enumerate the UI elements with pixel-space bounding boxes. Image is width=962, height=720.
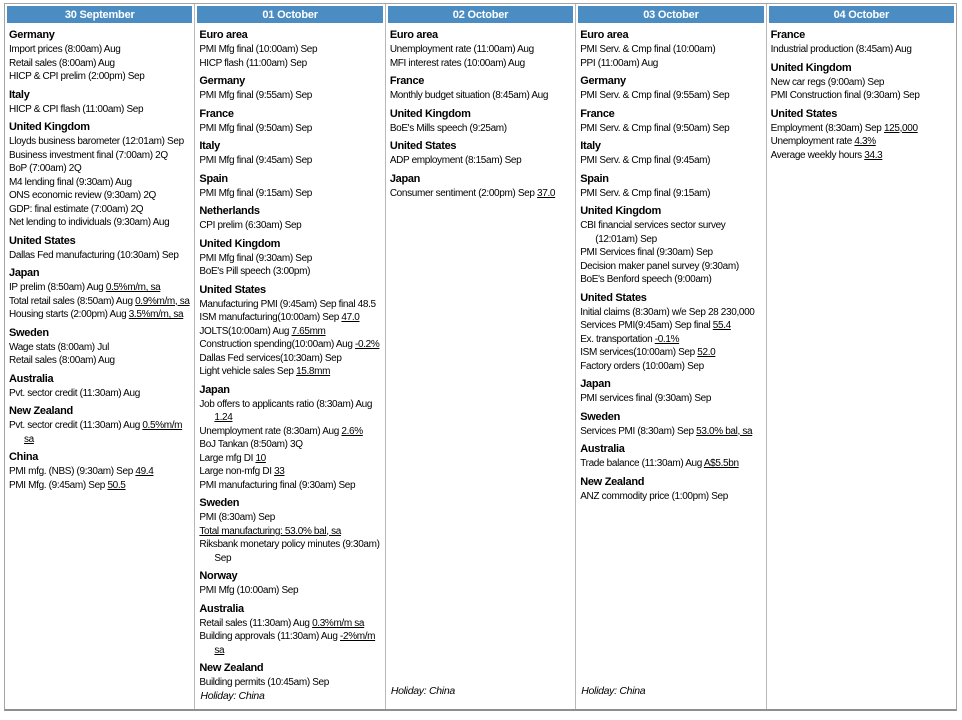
country-heading: United Kingdom bbox=[770, 61, 852, 74]
event-item: Unemployment rate 4.3% bbox=[770, 136, 876, 147]
event-value: 0.5%m/m, sa bbox=[105, 282, 161, 293]
event-item: PMI Mfg (10:00am) Sep bbox=[199, 585, 299, 596]
country-section bbox=[199, 602, 380, 658]
event-item: Dallas Fed manufacturing (10:30am) Sep bbox=[9, 249, 179, 261]
country-heading: United Kingdom bbox=[9, 121, 90, 133]
event-value: 4.3% bbox=[854, 136, 876, 147]
day-column bbox=[766, 4, 956, 709]
event-value: Total manufacturing: 53.0% bal, sa bbox=[199, 525, 341, 537]
country-section bbox=[580, 475, 761, 504]
country-heading: United Kingdom bbox=[389, 107, 471, 120]
country-heading: China bbox=[9, 451, 39, 463]
event-item: Industrial production (8:45am) Aug bbox=[770, 44, 912, 55]
country-section bbox=[199, 28, 380, 70]
country-heading: Germany bbox=[9, 29, 55, 41]
event-item: PMI Mfg final (9:55am) Sep bbox=[199, 90, 313, 101]
event-value: 2.6% bbox=[341, 425, 363, 437]
country-heading: New Zealand bbox=[580, 475, 645, 488]
event-item bbox=[199, 525, 380, 539]
event-item: ISM services(10:00am) Sep 52.0 bbox=[580, 347, 716, 358]
event-item: Average weekly hours 34.3 bbox=[770, 149, 883, 161]
event-value: 49.4 bbox=[135, 466, 154, 477]
event-item: PMI manufacturing final (9:30am) Sep bbox=[199, 479, 356, 491]
event-value: 37.0 bbox=[537, 187, 556, 199]
event-value: 55.4 bbox=[712, 320, 731, 331]
country-section bbox=[199, 569, 380, 598]
event-item: Monthly budget situation (8:45am) Aug bbox=[389, 90, 549, 101]
event-item: ONS economic review (9:30am) 2Q bbox=[9, 190, 156, 201]
country-heading: France bbox=[770, 29, 805, 41]
event-item: PMI (8:30am) Sep bbox=[199, 512, 275, 523]
country-heading: Euro area bbox=[580, 29, 629, 41]
event-item: Housing starts (2:00pm) Aug 3.5%m/m, sa bbox=[9, 309, 184, 320]
day-column bbox=[194, 4, 384, 709]
country-heading: Australia bbox=[9, 372, 54, 385]
country-section bbox=[9, 28, 190, 84]
day-column bbox=[575, 4, 765, 709]
event-value: 0.9%m/m, sa bbox=[135, 295, 190, 307]
event-item: HICP & CPI prelim (2:00pm) Sep bbox=[9, 71, 145, 82]
event-item: Manufacturing PMI (9:45am) Sep final 48.5 bbox=[199, 298, 376, 310]
day-body bbox=[767, 23, 956, 709]
country-section bbox=[580, 107, 761, 136]
event-value: 15.8mm bbox=[296, 366, 331, 377]
event-value: 1.24 bbox=[214, 412, 233, 423]
event-item: Decision maker panel survey (9:30am) bbox=[580, 260, 739, 272]
country-section bbox=[9, 234, 190, 263]
country-heading: Sweden bbox=[9, 326, 49, 339]
event-item: PMI Mfg final (9:50am) Sep bbox=[199, 122, 313, 134]
day-header: 30 September bbox=[7, 6, 192, 23]
day-header: 01 October bbox=[197, 6, 382, 23]
country-heading: United States bbox=[580, 291, 647, 304]
event-item: Job offers to applicants ratio (8:30am) Aug 1.24 bbox=[199, 398, 373, 423]
country-section bbox=[390, 28, 571, 70]
event-item: PPI (11:00am) Aug bbox=[580, 57, 659, 69]
country-heading: Australia bbox=[580, 443, 625, 455]
country-section bbox=[580, 204, 761, 287]
event-value: A$5.5bn bbox=[703, 458, 739, 469]
event-item: ADP employment (8:15am) Sep bbox=[389, 155, 522, 166]
country-section bbox=[9, 326, 190, 368]
event-item: Lloyds business barometer (12:01am) Sep bbox=[9, 136, 184, 147]
event-item: Trade balance (11:30am) Aug A$5.5bn bbox=[580, 458, 739, 469]
country-heading: Japan bbox=[389, 172, 421, 185]
event-value: 0.3%m/m sa bbox=[312, 617, 365, 629]
country-section bbox=[9, 266, 190, 322]
event-item: BoP (7:00am) 2Q bbox=[9, 163, 82, 174]
event-item: ANZ commodity price (1:00pm) Sep bbox=[580, 490, 728, 502]
country-section bbox=[199, 283, 380, 379]
event-item: PMI Serv. & Cmp final (9:45am) bbox=[580, 155, 711, 166]
event-item: CBI financial services sector survey (12:01am) Sep bbox=[580, 220, 726, 245]
country-heading: Japan bbox=[9, 267, 40, 279]
event-item: Light vehicle sales Sep 15.8mm bbox=[199, 366, 331, 377]
country-section bbox=[199, 661, 380, 690]
country-heading: United Kingdom bbox=[199, 237, 281, 250]
event-value: 3.5%m/m, sa bbox=[128, 309, 184, 320]
country-heading: Sweden bbox=[580, 410, 620, 423]
country-heading: Germany bbox=[580, 75, 626, 87]
event-item: BoE's Benford speech (9:00am) bbox=[580, 274, 712, 285]
country-heading: France bbox=[389, 75, 425, 87]
event-value: 52.0 bbox=[697, 347, 716, 358]
event-item: CPI prelim (6:30am) Sep bbox=[199, 220, 302, 231]
country-section bbox=[199, 496, 380, 565]
event-item: Initial claims (8:30am) w/e Sep 28 230,000 bbox=[580, 306, 755, 318]
country-section bbox=[199, 204, 380, 233]
event-item: M4 lending final (9:30am) Aug bbox=[9, 176, 132, 188]
day-header: 04 October bbox=[769, 6, 954, 23]
event-item: Import prices (8:00am) Aug bbox=[9, 44, 121, 55]
country-heading: United States bbox=[199, 283, 266, 296]
event-item: PMI Mfg. (9:45am) Sep 50.5 bbox=[9, 479, 126, 491]
event-item: Building approvals (11:30am) Aug -2%m/m sa bbox=[199, 631, 376, 656]
event-item: GDP: final estimate (7:00am) 2Q bbox=[9, 203, 144, 215]
event-item: Unemployment rate (11:00am) Aug bbox=[389, 44, 534, 55]
country-section bbox=[9, 450, 190, 492]
event-item: HICP flash (11:00am) Sep bbox=[199, 57, 307, 69]
country-section bbox=[9, 404, 190, 446]
event-item: MFI interest rates (10:00am) Aug bbox=[389, 57, 525, 69]
event-item: Consumer sentiment (2:00pm) Sep 37.0 bbox=[389, 187, 556, 199]
calendar-table bbox=[4, 3, 957, 711]
country-heading: Euro area bbox=[389, 29, 438, 41]
event-value: -2%m/m sa bbox=[214, 631, 376, 656]
day-column bbox=[5, 4, 194, 709]
country-heading: Italy bbox=[199, 140, 220, 152]
day-header: 03 October bbox=[578, 6, 763, 23]
country-heading: Euro area bbox=[199, 29, 248, 41]
country-heading: United Kingdom bbox=[580, 205, 661, 217]
day-body bbox=[5, 23, 194, 709]
event-item: Unemployment rate (8:30am) Aug 2.6% bbox=[199, 425, 363, 437]
event-item: Large mfg DI 10 bbox=[199, 452, 266, 464]
event-item: Construction spending(10:00am) Aug -0.2% bbox=[199, 339, 380, 350]
country-section bbox=[199, 139, 380, 168]
country-section bbox=[580, 291, 761, 374]
country-heading: Spain bbox=[580, 172, 609, 185]
country-section bbox=[771, 107, 952, 163]
event-item: PMI Serv. & Cmp final (9:50am) Sep bbox=[580, 122, 730, 134]
country-section bbox=[580, 139, 761, 168]
country-section bbox=[199, 237, 380, 279]
country-section bbox=[199, 74, 380, 103]
event-item: JOLTS(10:00am) Aug 7.65mm bbox=[199, 325, 326, 337]
country-section bbox=[580, 410, 761, 439]
country-section bbox=[390, 172, 571, 201]
country-heading: Italy bbox=[9, 88, 30, 101]
country-heading: Sweden bbox=[199, 497, 240, 509]
country-heading: United States bbox=[389, 140, 457, 152]
event-item: BoJ Tankan (8:50am) 3Q bbox=[199, 439, 303, 450]
event-item: Net lending to individuals (9:30am) Aug bbox=[9, 217, 170, 228]
country-heading: France bbox=[199, 107, 234, 120]
country-heading: Spain bbox=[199, 172, 228, 185]
event-value: 53.0% bal, sa bbox=[696, 425, 753, 437]
country-heading: Netherlands bbox=[199, 205, 260, 217]
country-section bbox=[580, 442, 761, 471]
event-item: Retail sales (8:00am) Aug bbox=[9, 57, 115, 69]
country-heading: Italy bbox=[580, 140, 601, 152]
event-item: PMI Mfg final (9:30am) Sep bbox=[199, 252, 313, 264]
event-item: Building permits (10:45am) Sep bbox=[199, 677, 329, 688]
event-item: PMI Serv. & Cmp final (9:55am) Sep bbox=[580, 90, 730, 101]
day-header: 02 October bbox=[388, 6, 573, 23]
event-item: Ex. transportation -0.1% bbox=[580, 333, 680, 345]
event-item: PMI mfg. (NBS) (9:30am) Sep 49.4 bbox=[9, 466, 154, 477]
day-column bbox=[385, 4, 575, 709]
event-item: Retail sales (8:00am) Aug bbox=[9, 355, 115, 366]
day-body bbox=[195, 23, 384, 709]
event-value: 50.5 bbox=[107, 479, 126, 491]
country-heading: New Zealand bbox=[9, 405, 73, 417]
event-value: 34.3 bbox=[864, 149, 883, 161]
country-heading: United States bbox=[770, 107, 838, 120]
country-section bbox=[580, 28, 761, 70]
event-value: 125,000 bbox=[883, 122, 918, 134]
event-value: 47.0 bbox=[341, 312, 360, 323]
event-item: Business investment final (7:00am) 2Q bbox=[9, 149, 168, 161]
event-item: PMI Serv. & Cmp final (10:00am) bbox=[580, 44, 716, 55]
event-item: Services PMI (8:30am) Sep 53.0% bal, sa bbox=[580, 425, 753, 437]
day-body bbox=[576, 23, 765, 709]
event-item: Dallas Fed services(10:30am) Sep bbox=[199, 352, 342, 364]
event-item: IP prelim (8:50am) Aug 0.5%m/m, sa bbox=[9, 282, 161, 293]
country-section bbox=[771, 61, 952, 103]
country-heading: Norway bbox=[199, 570, 238, 582]
event-item: HICP & CPI flash (11:00am) Sep bbox=[9, 103, 144, 115]
event-item: New car regs (9:00am) Sep bbox=[770, 76, 885, 88]
country-section bbox=[580, 377, 761, 406]
event-value: -0.2% bbox=[355, 339, 380, 350]
event-item: PMI services final (9:30am) Sep bbox=[580, 393, 712, 404]
country-heading: Germany bbox=[199, 75, 245, 87]
event-item: PMI Services final (9:30am) Sep bbox=[580, 247, 713, 258]
event-item: PMI Mfg final (10:00am) Sep bbox=[199, 44, 318, 55]
event-item: Wage stats (8:00am) Jul bbox=[9, 341, 109, 353]
event-value: 33 bbox=[274, 466, 285, 477]
country-section bbox=[9, 120, 190, 230]
country-section bbox=[199, 172, 380, 201]
event-item: PMI Mfg final (9:45am) Sep bbox=[199, 155, 313, 166]
event-item: Pvt. sector credit (11:30am) Aug bbox=[9, 387, 140, 399]
country-section bbox=[390, 107, 571, 136]
day-body bbox=[386, 23, 575, 709]
country-heading: New Zealand bbox=[199, 662, 264, 674]
event-item: Large non-mfg DI 33 bbox=[199, 466, 285, 477]
country-section bbox=[199, 383, 380, 493]
country-heading: Japan bbox=[580, 378, 611, 390]
event-value: 10 bbox=[255, 452, 266, 464]
event-value: -0.1% bbox=[654, 333, 680, 345]
country-heading: Japan bbox=[199, 383, 230, 396]
event-item: PMI Serv. & Cmp final (9:15am) bbox=[580, 187, 711, 199]
country-section bbox=[771, 28, 952, 57]
country-section bbox=[9, 372, 190, 401]
event-value: 0.5%m/m sa bbox=[24, 420, 183, 445]
event-item: Services PMI(9:45am) Sep final 55.4 bbox=[580, 320, 731, 331]
event-item: PMI Construction final (9:30am) Sep bbox=[770, 90, 920, 101]
holiday-note: Holiday: China bbox=[581, 685, 646, 697]
event-item: ISM manufacturing(10:00am) Sep 47.0 bbox=[199, 312, 360, 323]
event-item: Riksbank monetary policy minutes (9:30am) Sep bbox=[199, 539, 380, 564]
country-section bbox=[390, 139, 571, 168]
event-item: Employment (8:30am) Sep 125,000 bbox=[770, 122, 918, 134]
country-heading: United States bbox=[9, 234, 76, 247]
event-item: PMI Mfg final (9:15am) Sep bbox=[199, 187, 313, 199]
country-heading: Australia bbox=[199, 602, 244, 615]
event-value: 7.65mm bbox=[291, 325, 326, 337]
country-heading: France bbox=[580, 107, 615, 120]
event-item: Retail sales (11:30am) Aug 0.3%m/m sa bbox=[199, 617, 365, 629]
event-item: Total retail sales (8:50am) Aug 0.9%m/m, sa bbox=[9, 295, 190, 307]
country-section bbox=[390, 74, 571, 103]
holiday-note: Holiday: China bbox=[390, 685, 455, 697]
event-item: Factory orders (10:00am) Sep bbox=[580, 360, 704, 372]
event-item: BoE's Mills speech (9:25am) bbox=[389, 122, 507, 134]
country-section bbox=[9, 88, 190, 117]
event-item: Pvt. sector credit (11:30am) Aug 0.5%m/m sa bbox=[9, 420, 183, 445]
country-section bbox=[580, 172, 761, 201]
country-section bbox=[199, 107, 380, 136]
event-item: BoE's Pill speech (3:00pm) bbox=[199, 266, 311, 277]
holiday-note: Holiday: China bbox=[200, 689, 265, 702]
country-section bbox=[580, 74, 761, 103]
